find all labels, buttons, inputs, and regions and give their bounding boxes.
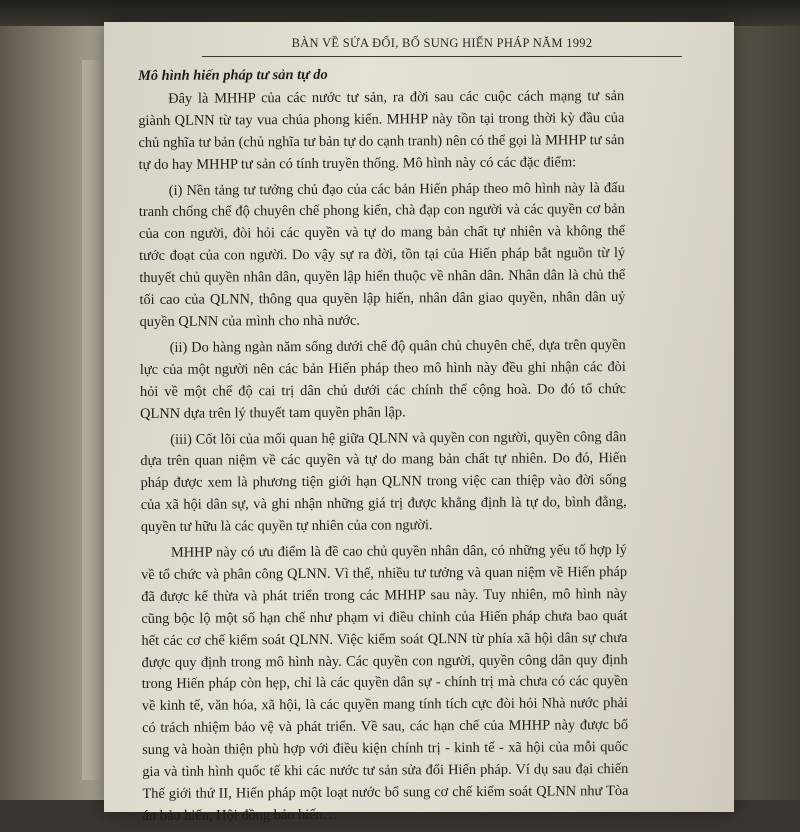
paragraph-assessment: MHHP này có ưu điểm là đề cao chủ quyền nhân dân, có những yếu tố hợp lý về tổ chức và phân công QLNN. Vì thế, nhiều tư tưởng và quan niệm về Hiến pháp đã được kế thừa và phát triển trong các MHHP sau này. Tuy nhiên, mô hình này cũng bộc lộ một số hạn chế như phạm vi điều chỉnh của Hiến pháp chưa bao quát hết các cơ chế kiểm soát QLNN. Việc kiểm soát QLNN từ phía xã hội dân sự chưa được quy định trong mô hình này. Các quyền con người, quyền công dân quy định trong Hiến pháp còn hẹp, chỉ là các quyền dân sự - chính trị mà chưa có các quyền về kinh tế, văn hóa, xã hội, là các quyền mang tính tích cực đòi hỏi Nhà nước phải có trách nhiệm bảo vệ và phát triển. Về sau, các hạn chế của MHHP này được bổ sung và hoàn thiện phù hợp với điều kiện chính trị - kinh tế - xã hội của mỗi quốc gia và tình hình quốc tế khi các nước tư sản sửa đổi Hiến pháp. Ví dụ sau đại chiến Thế giới thứ II, Hiến pháp một loạt nước bổ sung cơ chế kiểm soát QLNN như Tòa án bảo hiến, Hội đồng bảo hiến… xyxy=(141,542,629,824)
book-page xyxy=(104,22,734,824)
paragraph-intro: Đây là MHHP của các nước tư sản, ra đời sau các cuộc cách mạng tư sản giành QLNN từ tay vua chúa phong kiến. MHHP này tồn tại trong thời kỳ đầu của chủ nghĩa tư bản (chủ nghĩa tư bản tự do cạnh tranh) nên có thể gọi là MHHP tư sản tự do hay MHHP tư sản có tính truyền thống. Mô hình này có các đặc điểm: xyxy=(138,87,625,173)
background-adjacent-page-edge xyxy=(82,60,104,780)
page-body xyxy=(138,63,629,832)
running-head: BÀN VỀ SỬA ĐỔI, BỔ SUNG HIẾN PHÁP NĂM 1992 xyxy=(202,36,682,57)
section-title: Mô hình hiến pháp tư sản tự do xyxy=(138,66,328,84)
paragraph-feature-ii: (ii) Do hàng ngàn năm sống dưới chế độ quân chủ chuyên chế, dựa trên quyền lực của một người nên các bản Hiến pháp theo mô hình này đều ghi nhận các đòi hỏi về một chế độ cai trị dân chủ dưới các chính thể cộng hoà. Do đó tổ chức QLNN dựa trên lý thuyết tam quyền phân lập. xyxy=(139,336,627,422)
background-right-surface xyxy=(730,0,800,800)
paragraph-feature-i: (i) Nền tảng tư tưởng chủ đạo của các bản Hiến pháp theo mô hình này là đấu tranh chống chế độ chuyên chế phong kiến, chà đạp con người và các quyền cơ bản của con người, đòi hỏi các quyền và tự do mang bản chất tự nhiên và không thể tước đoạt của con người. Do vậy sự ra đời, tồn tại của Hiến pháp bắt nguồn từ lý thuyết chủ quyền nhân dân, quyền lập hiến thuộc về nhân dân. Nhân dân là chủ thể tối cao của QLNN, thông qua quyền lập hiến, nhân dân giao quyền, nhân dân uỷ quyền QLNN của mình cho nhà nước. xyxy=(138,179,626,330)
paragraph-feature-iii: (iii) Cốt lõi của mối quan hệ giữa QLNN và quyền con người, quyền công dân dựa trên quan niệm về các quyền và tự do mang bản chất tự nhiên. Do đó, Hiến pháp được xem là phương tiện giới hạn QLNN trong việc can thiệp vào đời sống của xã hội dân sự, và ghi nhận những giá trị được khẳng định là tự do, bình đẳng, quyền tư hữu là các quyền tự nhiên của con người. xyxy=(140,428,627,536)
